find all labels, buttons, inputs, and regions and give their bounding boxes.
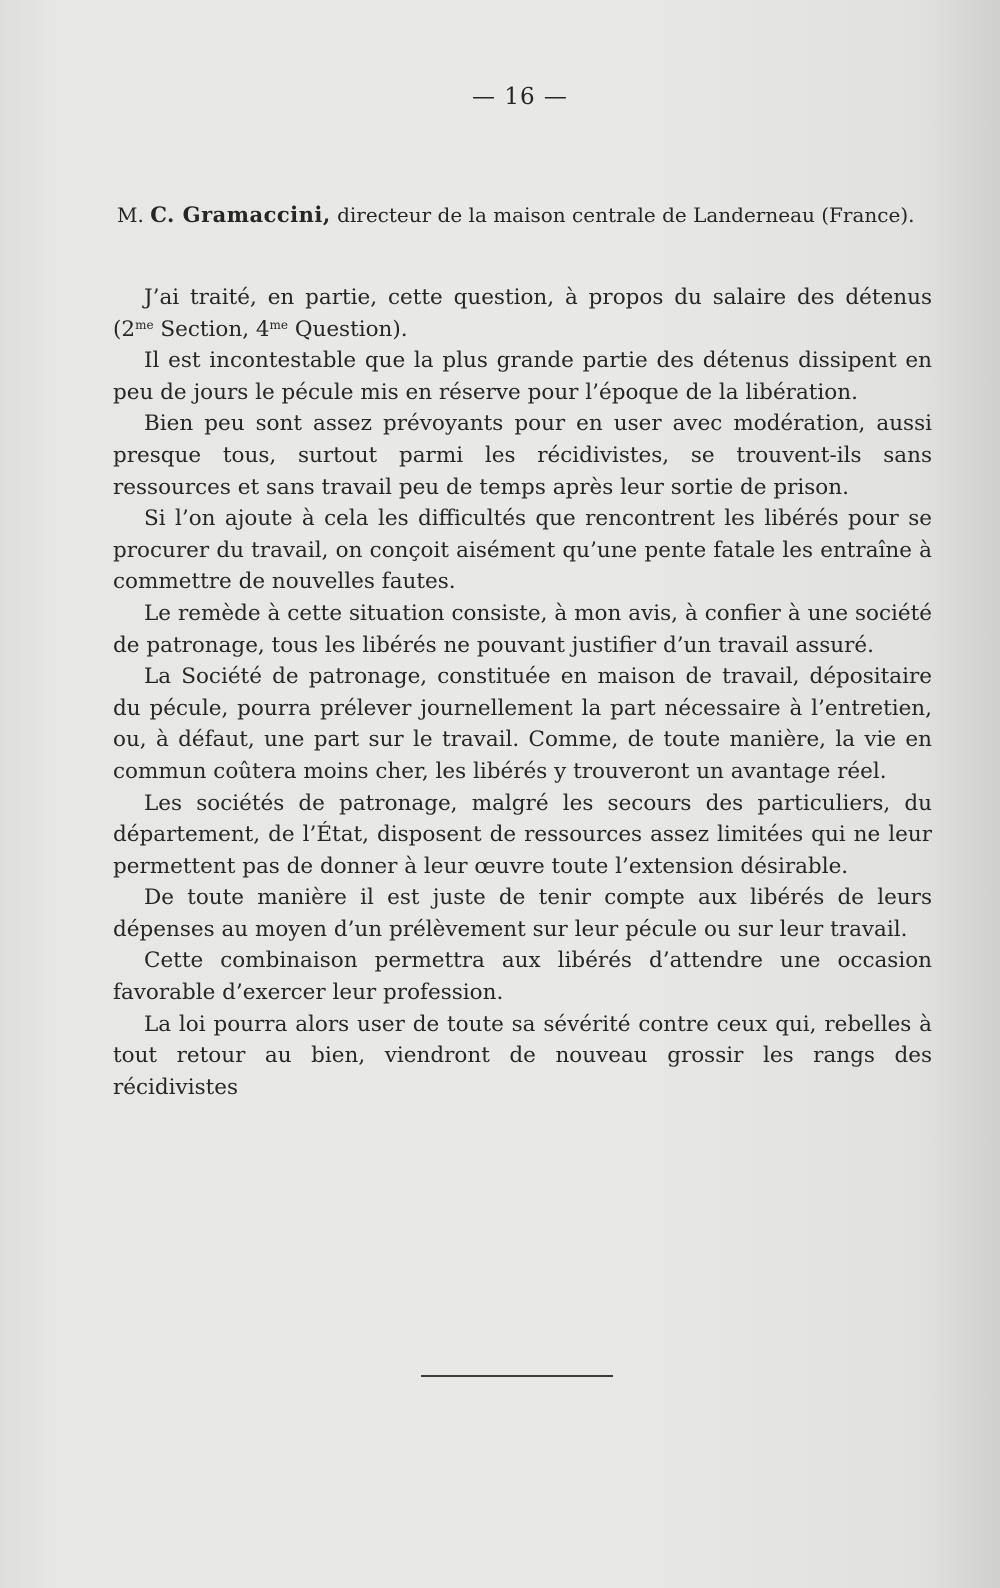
superscript-me: me: [269, 317, 289, 332]
paragraph-1-part-a: J’ai traité, en partie, cette question, à propos du salaire des détenus (2: [113, 285, 932, 342]
paragraph-8: De toute manière il est juste de tenir compte aux libérés de leurs dépenses au moyen d’un prélèvement sur leur pécule ou sur leur travail.: [113, 885, 932, 942]
paragraph-1-part-b: Section, 4: [153, 316, 270, 342]
superscript-me: me: [135, 317, 154, 332]
closing-rule: [421, 1375, 613, 1377]
page-number: — 16 —: [472, 84, 568, 110]
paragraph-7: Les sociétés de patronage, malgré les secours des particuliers, du département, de l’État, disposent de ressources assez limitées qui ne leur permettent pas de donner à leur œuvre toute l’extension désirable.: [113, 790, 932, 879]
author-prefix: M.: [117, 203, 151, 227]
paragraph-3: Bien peu sont assez prévoyants pour en user avec modération, aussi presque tous, surtout parmi les récidivistes, se trouvent-ils sans ressources et sans travail peu de temps après leur sortie de prison.: [113, 411, 932, 500]
paragraph-10: La loi pourra alors user de toute sa sévérité contre ceux qui, rebelles à tout retour au bien, viendront de nouveau grossir les rangs des récidivistes: [113, 1011, 932, 1100]
author-line: [117, 202, 937, 227]
author-title: directeur de la maison centrale de Landerneau (France).: [330, 203, 915, 227]
paragraph-1: [113, 282, 932, 345]
paragraph-9: Cette combinaison permettra aux libérés d’attendre une occasion favorable d’exercer leur profession.: [113, 948, 932, 1006]
paragraph-4: Si l’on ajoute à cela les difficultés que rencontrent les libérés pour se procurer du travail, on conçoit aisément qu’une pente fatale les entraîne à commettre de nouvelles fautes.: [113, 506, 932, 595]
paragraph-1-part-c: Question).: [288, 316, 408, 342]
author-name: C. Gramaccini,: [150, 202, 331, 227]
paragraph-2: Il est incontestable que la plus grande partie des détenus dissipent en peu de jours le pécule mis en réserve pour l’époque de la libération.: [113, 348, 932, 405]
body-text: [113, 282, 932, 1103]
paragraph-5: Le remède à cette situation consiste, à mon avis, à confier à une société de patronage, tous les libérés ne pouvant justifier d’un travail assuré.: [113, 600, 932, 658]
paragraph-6: La Société de patronage, constituée en maison de travail, dépositaire du pécule, pourra prélever journellement la part nécessaire à l’entretien, ou, à défaut, une part sur le travail. Comme, de toute manière, la vie en commun coûtera moins cher, les libérés y trouveront un avantage réel.: [113, 664, 932, 784]
